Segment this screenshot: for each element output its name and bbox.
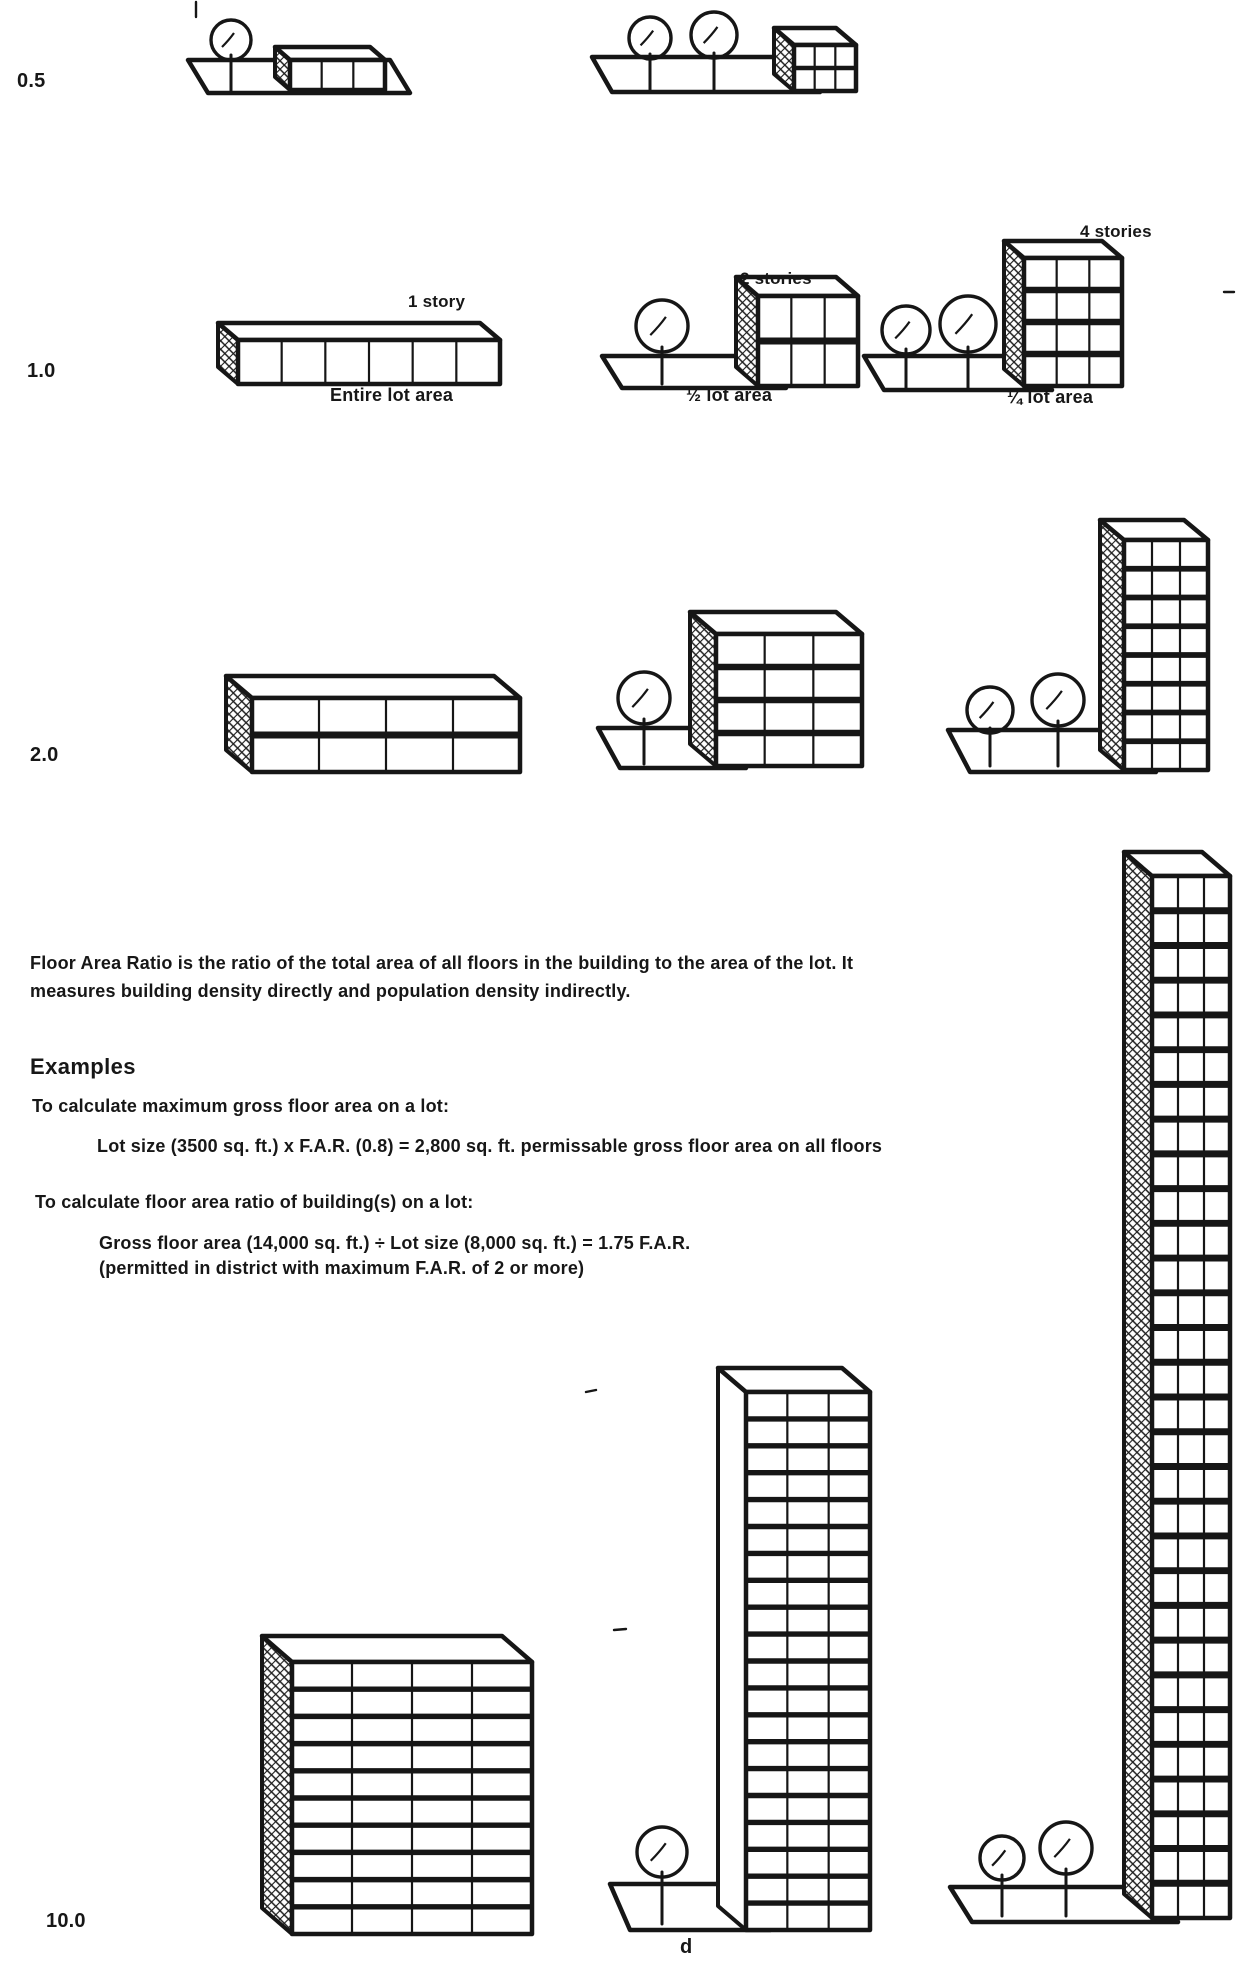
far-figure	[948, 520, 1208, 772]
hatched-side-face	[262, 1636, 292, 1934]
building-drawing	[262, 1636, 532, 1934]
story-count-label-2: 2 stories	[740, 269, 812, 288]
example1-intro-text: To calculate maximum gross floor area on a lot:	[32, 1096, 450, 1116]
example1-calculation: Lot size (3500 sq. ft.) x F.A.R. (0.8) = 2,800 sq. ft. permissable gross floor area on all floors	[97, 1136, 883, 1156]
lot-area-label-entire: Entire lot area	[330, 385, 454, 405]
far-figure	[598, 612, 862, 768]
roof-face	[218, 323, 500, 340]
story-count-label-1: 1 story	[408, 292, 466, 311]
hatched-side-face	[1004, 241, 1024, 386]
scan-speck	[614, 1629, 626, 1630]
far-figure	[864, 241, 1122, 390]
building-drawing	[1004, 241, 1122, 386]
definition-text-line1: Floor Area Ratio is the ratio of the total area of all floors in the building to the area of the lot. It	[30, 953, 854, 973]
far-figure	[188, 20, 410, 93]
hatched-side-face	[1100, 520, 1124, 770]
lot-area-label-quarter: ¼ lot area	[1007, 387, 1094, 407]
far-figure	[262, 1636, 532, 1934]
example2-note: (permitted in district with maximum F.A.R. of 2 or more)	[99, 1258, 585, 1278]
lot-area-label-half: ½ lot area	[686, 385, 773, 405]
example2-calculation: Gross floor area (14,000 sq. ft.) ÷ Lot size (8,000 sq. ft.) = 1.75 F.A.R.	[99, 1233, 691, 1253]
far-ratio-label-100: 10.0	[46, 1910, 86, 1932]
building-drawing	[1124, 852, 1230, 1918]
building-drawing	[718, 1368, 870, 1930]
building-drawing	[218, 323, 500, 384]
roof-face	[226, 676, 520, 698]
far-ratio-label-20: 2.0	[30, 744, 59, 766]
far-figure	[218, 323, 500, 384]
side-face	[718, 1368, 746, 1930]
far-figure	[592, 12, 856, 92]
page-letter: d	[680, 1936, 693, 1958]
far-figure	[226, 676, 520, 772]
example2-intro-text: To calculate floor area ratio of building(s) on a lot:	[35, 1192, 474, 1212]
examples-heading: Examples	[30, 1054, 136, 1079]
far-figure	[950, 852, 1230, 1922]
front-face	[290, 60, 385, 90]
definition-text-line2: measures building density directly and population density indirectly.	[30, 981, 631, 1001]
far-ratio-label-05: 0.5	[17, 70, 46, 92]
hatched-side-face	[1124, 852, 1152, 1918]
roof-face	[1004, 241, 1122, 258]
roof-face	[690, 612, 862, 634]
roof-face	[262, 1636, 532, 1662]
roof-face	[718, 1368, 870, 1392]
building-drawing	[736, 277, 858, 386]
story-count-label-4: 4 stories	[1080, 222, 1152, 241]
building-drawing	[774, 28, 856, 91]
far-figure	[610, 1368, 870, 1930]
far-ratio-label-10: 1.0	[27, 360, 56, 382]
building-drawing	[1100, 520, 1208, 770]
building-drawing	[226, 676, 520, 772]
building-drawing	[275, 47, 385, 90]
far-figure	[602, 277, 858, 388]
hatched-side-face	[690, 612, 716, 766]
building-drawing	[690, 612, 862, 766]
scan-speck	[586, 1390, 596, 1392]
